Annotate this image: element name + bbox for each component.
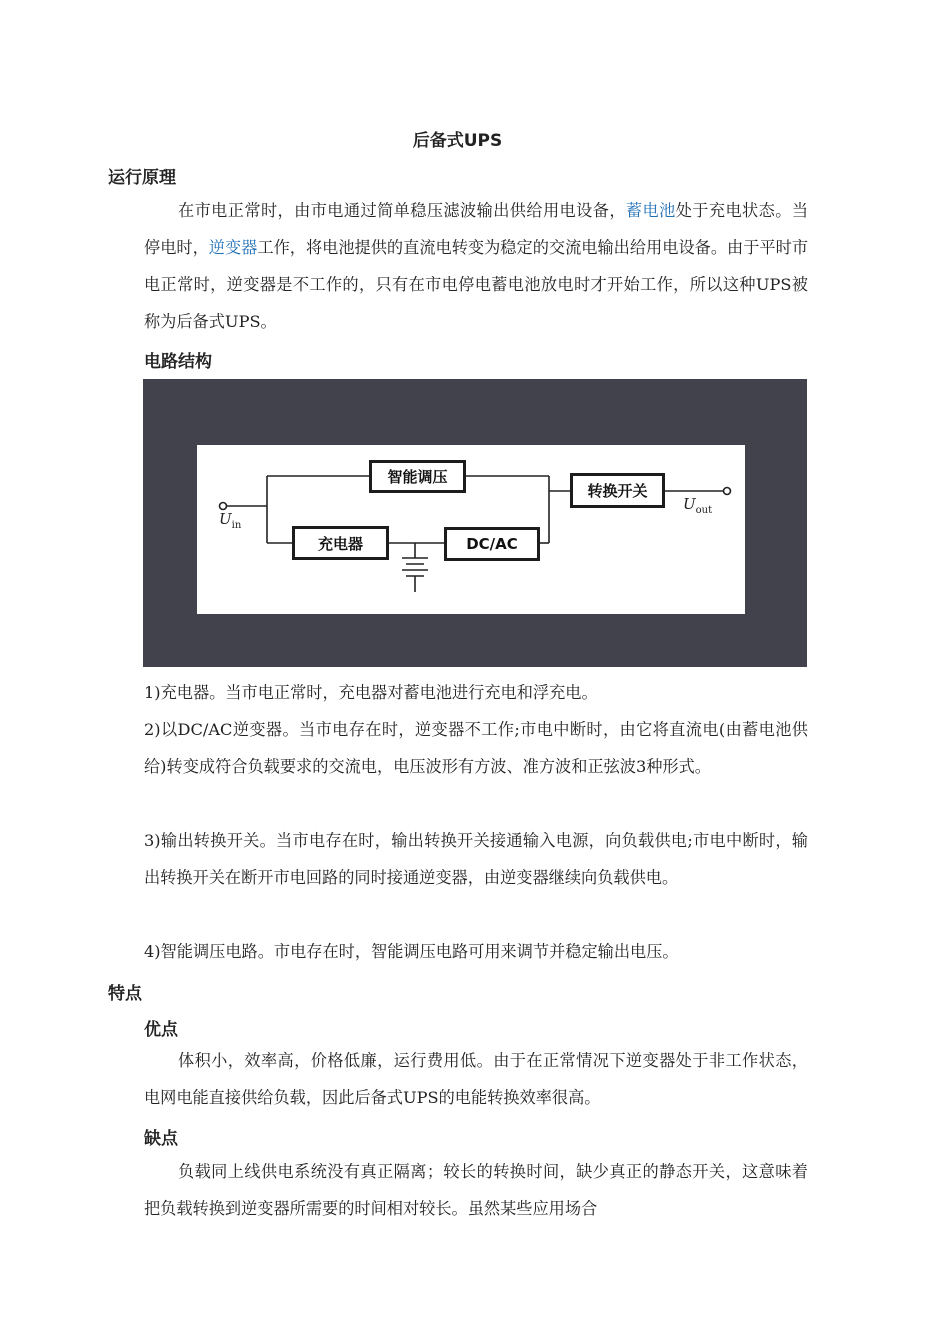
smart-regulator-box: 智能调压 (369, 460, 466, 493)
operation-paragraph (144, 192, 808, 340)
circuit-diagram (197, 445, 745, 614)
text-segment: 处于充电状态。当停电时， (144, 201, 809, 257)
advantages-paragraph: 体积小，效率高，价格低廉，运行费用低。由于在正常情况下逆变器处于非工作状态，电网电能直接供给负载，因此后备式UPS的电能转换效率很高。 (144, 1051, 808, 1107)
page-title: 后备式UPS (412, 131, 503, 151)
dcac-inverter-box: DC/AC (444, 527, 540, 561)
section-heading-circuit: 电路结构 (144, 352, 212, 372)
disadvantages-paragraph: 负载同上线供电系统没有真正隔离；较长的转换时间，缺少真正的静态开关，这意味着把负载转换到逆变器所需要的时间相对较长。虽然某些应用场合 (144, 1162, 808, 1218)
circuit-diagram-figure (143, 379, 807, 667)
transfer-switch-box: 转换开关 (570, 473, 665, 508)
component-item-4: 4)智能调压电路。市电存在时，智能调压电路可用来调节并稳定输出电压。 (144, 942, 679, 961)
section-heading-features: 特点 (108, 984, 142, 1004)
component-item-3: 3)输出转换开关。当市电存在时，输出转换开关接通输入电源，向负载供电;市电中断时，输出转换开关在断开市电回路的同时接通逆变器，由逆变器继续向负载供电。 (144, 831, 808, 887)
inverter-link[interactable]: 逆变器 (208, 238, 258, 257)
text-segment: 在市电正常时，由市电通过简单稳压滤波输出供给用电设备， (178, 201, 626, 220)
input-voltage-label: $U_{in}$ (219, 510, 242, 531)
charger-box: 充电器 (292, 526, 389, 560)
text-segment: 工作，将电池提供的直流电转变为稳定的交流电输出给用电设备。由于平时市电正常时，逆变器是不工作的，只有在市电停电蓄电池放电时才开始工作，所以这种UPS被称为后备式UPS。 (144, 238, 809, 331)
output-voltage-label: $U_{out}$ (683, 495, 713, 516)
section-heading-operation: 运行原理 (108, 168, 176, 188)
advantages-heading: 优点 (144, 1020, 178, 1040)
disadvantages-heading: 缺点 (144, 1129, 178, 1149)
component-item-1: 1)充电器。当市电正常时，充电器对蓄电池进行充电和浮充电。 (144, 683, 598, 702)
component-item-2: 2)以DC/AC逆变器。当市电存在时，逆变器不工作;市电中断时，由它将直流电(由蓄电池供给)转变成符合负载要求的交流电，电压波形有方波、准方波和正弦波3种形式。 (144, 720, 808, 776)
battery-link[interactable]: 蓄电池 (625, 201, 676, 220)
